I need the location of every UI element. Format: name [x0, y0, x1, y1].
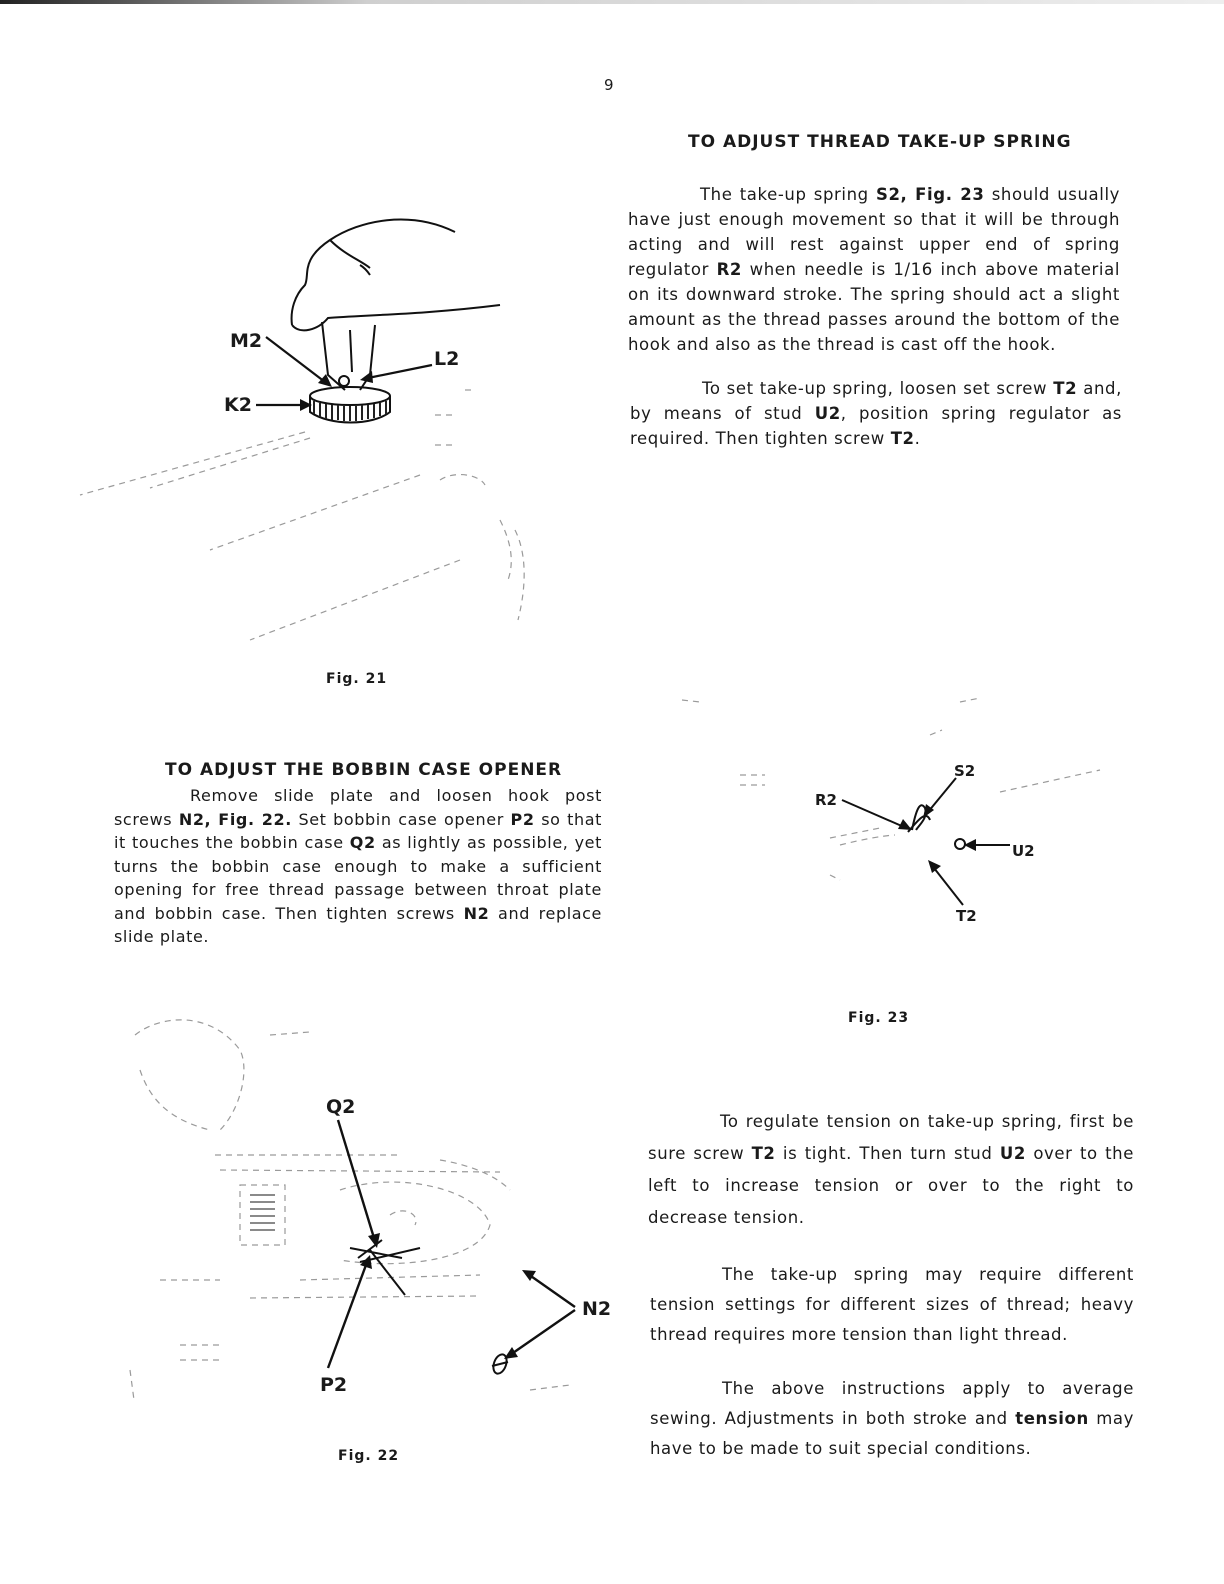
m2-arrow [266, 337, 325, 382]
fig23-label-s2: S2 [954, 762, 976, 780]
fig22-label-p2: P2 [320, 1374, 348, 1396]
fig23-label-u2: U2 [1012, 842, 1035, 860]
take-up-spring-paragraph-2: To set take-up spring, loosen set screw T2 and, by means of stud U2, position spring regulator as required. Then tighten screw T2. [630, 379, 1122, 448]
regulate-tension-paragraph-2: The take-up spring may require different tension settings for different sizes of thread; heavy thread requires more tension than light thread. [650, 1265, 1134, 1344]
fig22-caption: Fig. 22 [338, 1448, 400, 1464]
scan-top-edge [0, 0, 1224, 4]
p2-arrow [328, 1265, 366, 1368]
bobbin-opener [350, 1240, 420, 1295]
fig21-caption: Fig. 21 [326, 671, 388, 687]
page-number: 9 [604, 76, 614, 94]
bobbin-case-paragraph: Remove slide plate and loosen hook post screws N2, Fig. 22. Set bobbin case opener P2 so that it touches the bobbin case Q2 as lightly as possible, yet turns the bobbin case enough to make a sufficient opening for free thread passage between throat plate and bobbin case. Then tighten screws N2 and replace slide plate. [114, 786, 603, 946]
regulate-tension-paragraph-3: The above instructions apply to average sewing. Adjustments in both stroke and tension may have to be made to suit special conditions. [650, 1379, 1135, 1458]
q2-arrow [338, 1120, 374, 1238]
take-up-spring-paragraph-1: The take-up spring S2, Fig. 23 should usually have just enough movement so that it will be through acting and will rest against upper end of spring regulator R2 when needle is 1/16 inch above material on its downward stroke. The spring should act a slight amount as the thread passes around the bottom of the hook and also as the thread is cast off the hook. [628, 185, 1121, 354]
regulate-tension-paragraph-1: To regulate tension on take-up spring, first be sure screw T2 is tight. Then turn stud U2 over to the left to increase tension or over to the right to decrease tension. [648, 1112, 1134, 1227]
fig23-label-t2: T2 [956, 907, 977, 925]
fig23-label-r2: R2 [815, 791, 837, 809]
r2-arrow [842, 800, 904, 827]
bobbin-case-heading: TO ADJUST THE BOBBIN CASE OPENER [165, 760, 563, 780]
knurled-nut [310, 387, 390, 405]
n2-arrow-lower [510, 1310, 575, 1355]
fig21-label-m2: M2 [230, 330, 263, 352]
fig22-illustration [120, 990, 620, 1430]
fig21-label-k2: K2 [224, 394, 252, 416]
fig22-label-n2: N2 [582, 1298, 612, 1320]
n2-arrow-upper [528, 1274, 575, 1307]
fig21-illustration [60, 200, 620, 660]
s2-arrow [928, 778, 956, 812]
fig23-caption: Fig. 23 [848, 1010, 910, 1026]
fig23-illustration [680, 660, 1140, 940]
hand-outline [292, 220, 455, 325]
stud-u2 [955, 839, 965, 849]
take-up-spring-heading: TO ADJUST THREAD TAKE-UP SPRING [688, 132, 1072, 152]
t2-arrow [934, 868, 963, 905]
fig21-label-l2: L2 [434, 348, 460, 370]
l2-arrow [368, 365, 432, 378]
fig22-label-q2: Q2 [326, 1096, 356, 1118]
tension-screw [339, 376, 349, 386]
